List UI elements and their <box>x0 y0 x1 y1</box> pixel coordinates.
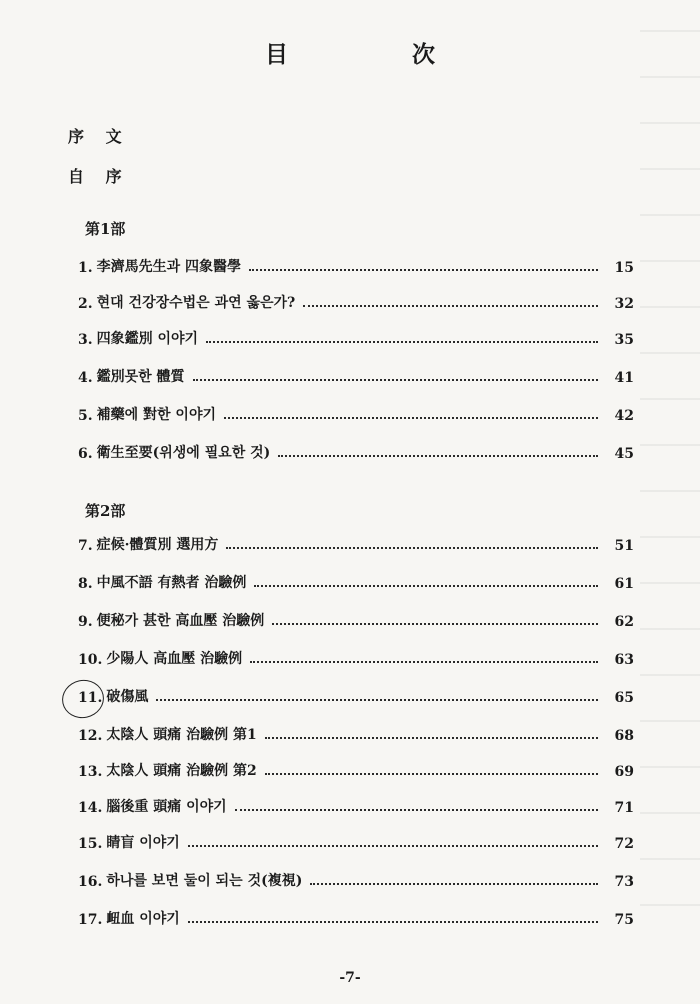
toc-entry[interactable] <box>78 364 634 386</box>
toc-entry-page: 42 <box>614 408 634 424</box>
leader-dots <box>254 584 598 587</box>
toc-entry[interactable] <box>78 440 634 462</box>
toc-entry-number: 14. <box>78 800 103 816</box>
toc-entry-title: 하나를 보면 둘이 되는 것(複視) <box>106 873 303 889</box>
toc-entry-page: 73 <box>614 874 634 890</box>
toc-entry[interactable] <box>78 906 634 928</box>
toc-entry[interactable] <box>78 254 634 276</box>
leader-dots <box>206 340 598 343</box>
leader-dots <box>188 844 598 847</box>
toc-entry-page: 32 <box>614 296 634 312</box>
toc-entry-page: 35 <box>614 332 634 348</box>
toc-entry[interactable] <box>78 608 634 630</box>
toc-entry-number: 11. <box>78 690 103 706</box>
part-heading-2: 第2部 <box>85 502 126 520</box>
toc-entry-number: 10. <box>78 652 103 668</box>
toc-entry-page: 15 <box>614 260 634 276</box>
toc-entry[interactable] <box>78 868 634 890</box>
leader-dots <box>188 920 598 923</box>
toc-entry-page: 68 <box>614 728 634 744</box>
toc-entry-title: 破傷風 <box>106 689 149 705</box>
toc-entry-number: 4. <box>78 370 93 386</box>
toc-entry-number: 13. <box>78 764 103 780</box>
leader-dots <box>265 772 598 775</box>
toc-entry-title: 현대 건강장수법은 과연 옳은가? <box>96 295 296 311</box>
toc-entry-number: 2. <box>78 296 93 312</box>
toc-entry-title: 少陽人 高血壓 治驗例 <box>106 651 243 667</box>
toc-entry-number: 8. <box>78 576 93 592</box>
toc-entry-page: 45 <box>614 446 634 462</box>
bleed-through-shadow <box>640 30 700 930</box>
toc-entry-title: 太陰人 頭痛 治驗例 第1 <box>106 727 257 743</box>
leader-dots <box>156 698 598 701</box>
toc-entry[interactable] <box>78 570 634 592</box>
toc-entry-page: 63 <box>614 652 634 668</box>
toc-entry-page: 51 <box>614 538 634 554</box>
leader-dots <box>193 378 598 381</box>
toc-entry-title: 衄血 이야기 <box>106 911 180 927</box>
toc-entry[interactable] <box>78 290 634 312</box>
toc-entry-number: 7. <box>78 538 93 554</box>
leader-dots <box>235 808 598 811</box>
toc-entry-number: 3. <box>78 332 93 348</box>
toc-entry[interactable] <box>78 532 634 554</box>
toc-entry[interactable] <box>78 402 634 424</box>
toc-entry-title: 四象鑑別 이야기 <box>96 331 199 347</box>
toc-entry-title: 太陰人 頭痛 治驗例 第2 <box>106 763 257 779</box>
toc-entry-number: 1. <box>78 260 93 276</box>
toc-entry[interactable] <box>78 758 634 780</box>
toc-entry-page: 41 <box>614 370 634 386</box>
toc-entry-page: 71 <box>614 800 634 816</box>
leader-dots <box>249 268 598 271</box>
toc-entry[interactable] <box>78 646 634 668</box>
toc-entry-number: 17. <box>78 912 103 928</box>
toc-entry[interactable] <box>78 830 634 852</box>
toc-entry-number: 12. <box>78 728 103 744</box>
toc-entry-title: 腦後重 頭痛 이야기 <box>106 799 227 815</box>
toc-entry-page: 65 <box>614 690 634 706</box>
part-heading-1: 第1部 <box>85 220 126 238</box>
toc-entry-title: 睛盲 이야기 <box>106 835 180 851</box>
toc-entry-number: 9. <box>78 614 93 630</box>
toc-entry-page: 61 <box>614 576 634 592</box>
page-title: 目 次 <box>264 41 493 68</box>
page-number: -7- <box>339 970 361 986</box>
leader-dots <box>224 416 598 419</box>
toc-entry-title: 鑑別못한 體質 <box>96 369 185 385</box>
toc-entry[interactable] <box>78 794 634 816</box>
leader-dots <box>278 454 598 457</box>
toc-entry-number: 6. <box>78 446 93 462</box>
toc-entry-title: 李濟馬先生과 四象醫學 <box>96 259 242 275</box>
front-matter-authors-preface[interactable]: 自 序 <box>68 167 130 186</box>
toc-entry-title: 補藥에 對한 이야기 <box>96 407 216 423</box>
toc-entry-page: 72 <box>614 836 634 852</box>
toc-entry[interactable] <box>78 326 634 348</box>
toc-entry-page: 69 <box>614 764 634 780</box>
toc-entry-title: 衛生至要(위생에 필요한 것) <box>96 445 271 461</box>
toc-entry-page: 62 <box>614 614 634 630</box>
toc-entry-number: 5. <box>78 408 93 424</box>
leader-dots <box>303 304 598 307</box>
leader-dots <box>310 882 598 885</box>
toc-entry-title: 症候·體質別 選用方 <box>96 537 219 553</box>
toc-entry-page: 75 <box>614 912 634 928</box>
leader-dots <box>265 736 598 739</box>
leader-dots <box>272 622 598 625</box>
toc-entry-number: 16. <box>78 874 103 890</box>
leader-dots <box>226 546 598 549</box>
toc-entry-number: 15. <box>78 836 103 852</box>
leader-dots <box>250 660 598 663</box>
toc-entry[interactable] <box>78 684 634 706</box>
toc-entry-title: 中風不語 有熱者 治驗例 <box>96 575 247 591</box>
front-matter-preface[interactable]: 序 文 <box>68 127 130 146</box>
toc-entry-title: 便秘가 甚한 高血壓 治驗例 <box>96 613 265 629</box>
toc-entry[interactable] <box>78 722 634 744</box>
